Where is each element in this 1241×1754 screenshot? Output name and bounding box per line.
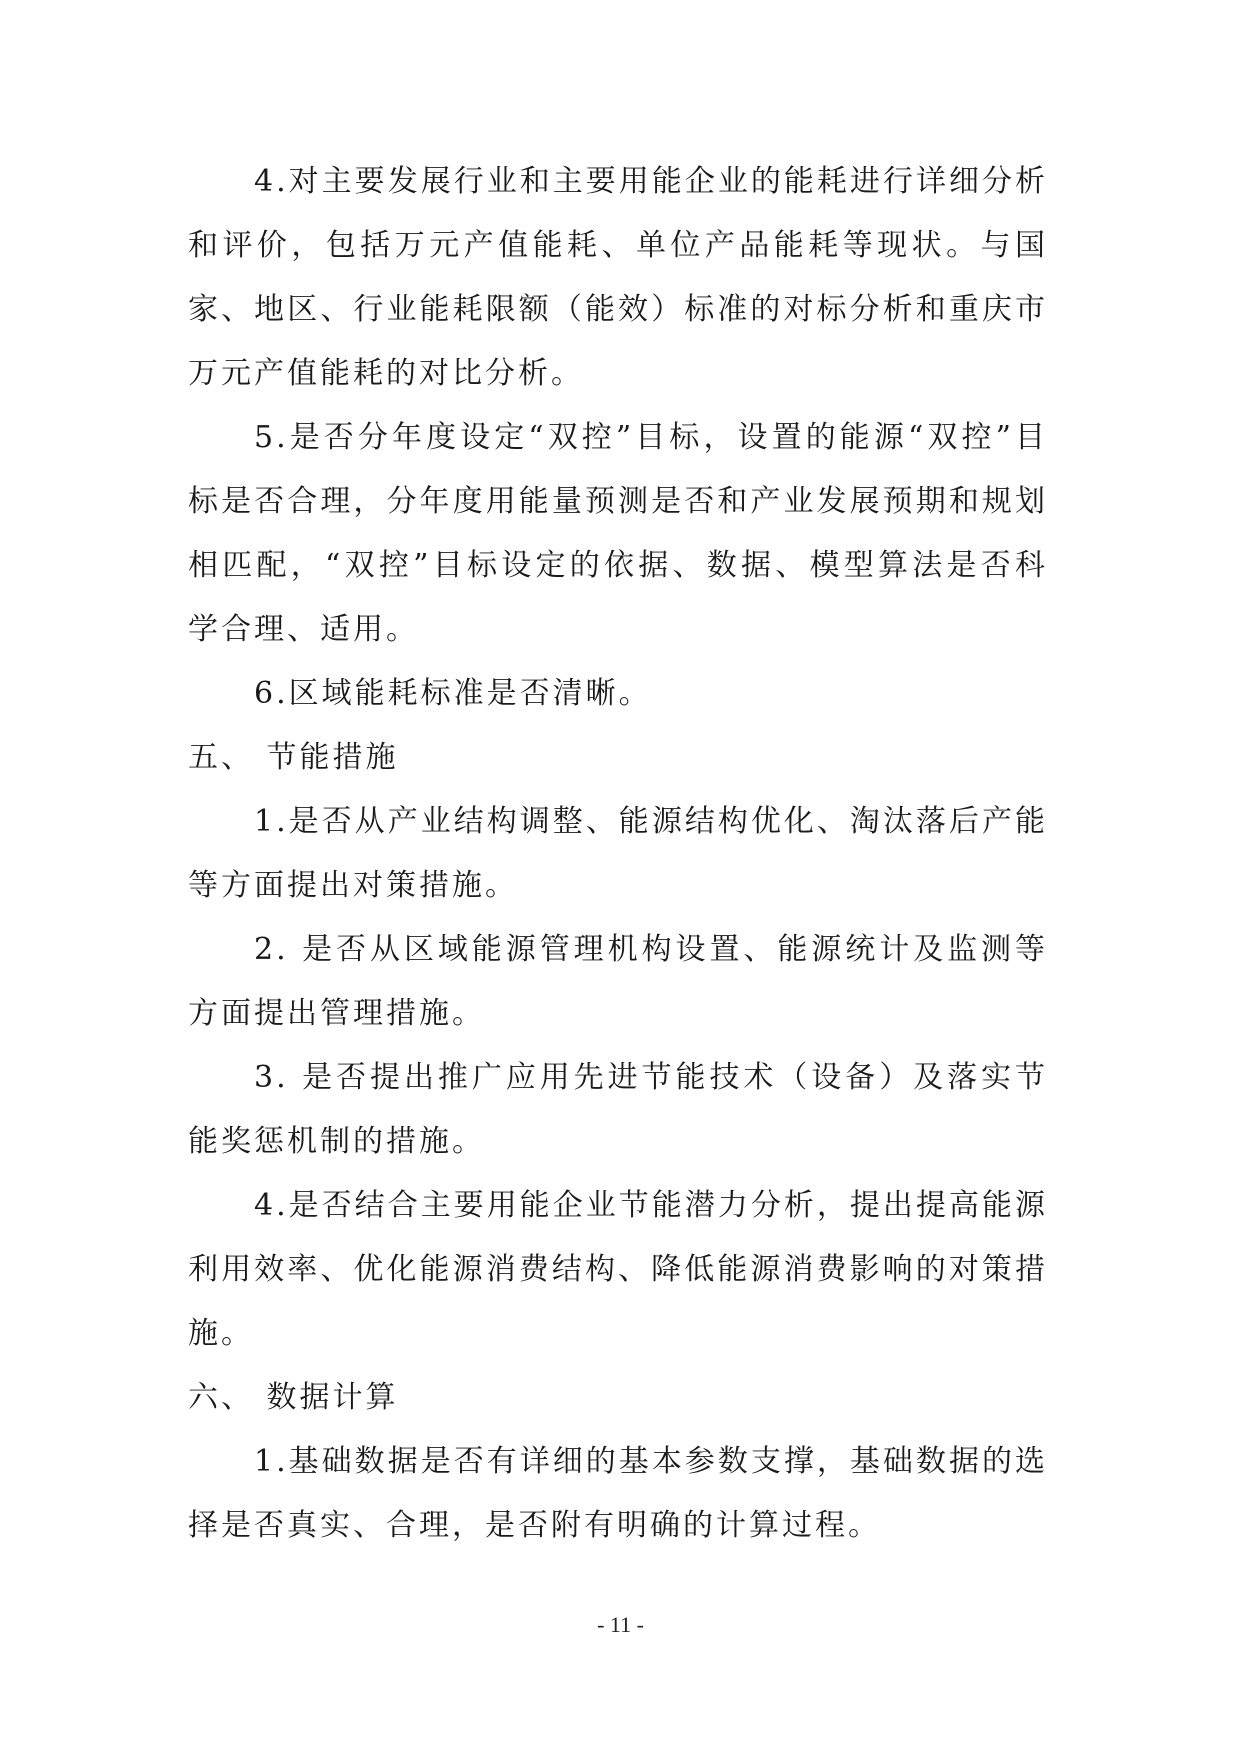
paragraph-measure-1: 1.是否从产业结构调整、能源结构优化、淘汰落后产能等方面提出对策措施。 [188,804,1048,903]
paragraph-dual-control-targets: 5.是否分年度设定“双控”目标，设置的能源“双控”目标是否合理，分年度用能量预测是否和产业发展预期和规划相匹配，“双控”目标设定的依据、数据、模型算法是否科学合理、适用。 [188,420,1048,647]
document-body [188,150,1048,1558]
section-heading-energy-saving-measures: 五、 节能措施 [188,740,399,775]
paragraph-measure-2: 2. 是否从区域能源管理机构设置、能源统计及监测等方面提出管理措施。 [188,932,1048,1031]
paragraph-measure-3: 3. 是否提出推广应用先进节能技术（设备）及落实节能奖惩机制的措施。 [188,1060,1048,1159]
paragraph-regional-standard: 6.区域能耗标准是否清晰。 [254,676,652,711]
paragraph-data-1: 1.基础数据是否有详细的基本参数支撑，基础数据的选择是否真实、合理，是否附有明确的计算过程。 [188,1444,1048,1543]
page-number: - 11 - [597,1612,644,1637]
paragraph-measure-4: 4.是否结合主要用能企业节能潜力分析，提出提高能源利用效率、优化能源消费结构、降低能源消费影响的对策措施。 [188,1188,1048,1351]
paragraph-energy-analysis: 4.对主要发展行业和主要用能企业的能耗进行详细分析和评价，包括万元产值能耗、单位产品能耗等现状。与国家、地区、行业能耗限额（能效）标准的对标分析和重庆市万元产值能耗的对比分析。 [188,164,1048,391]
section-heading-data-calculation: 六、 数据计算 [188,1380,399,1415]
